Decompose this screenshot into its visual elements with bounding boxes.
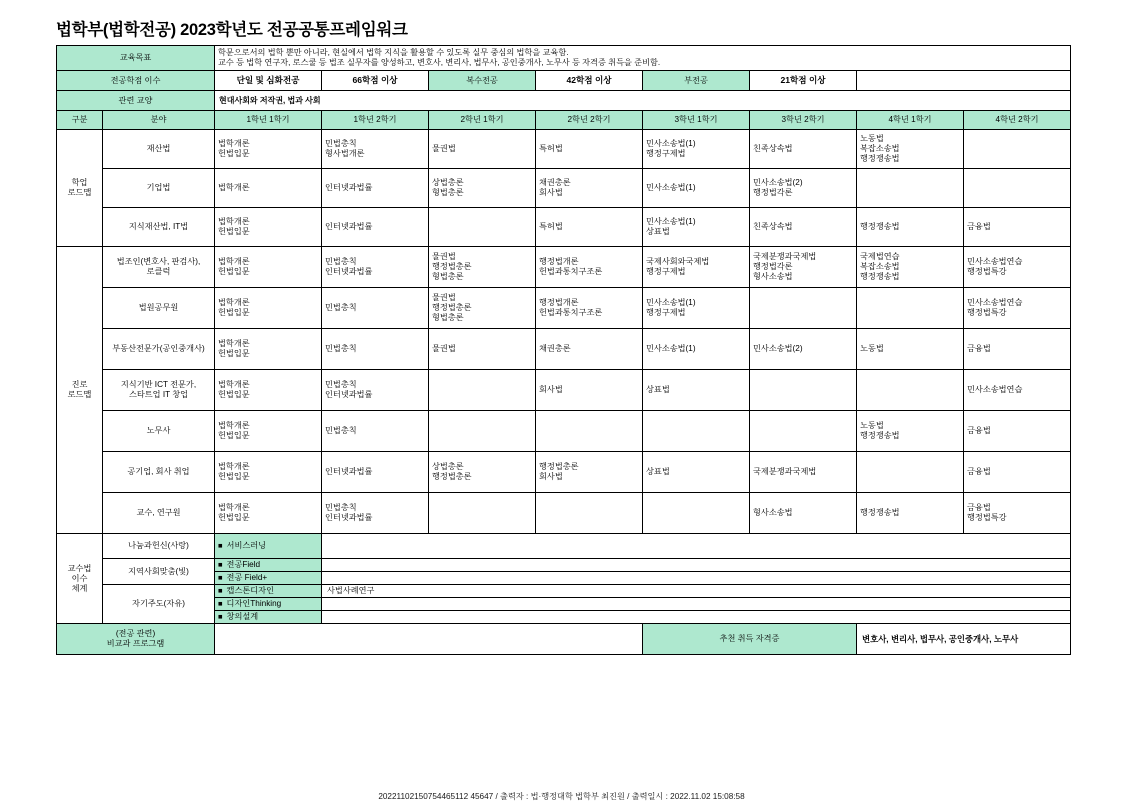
course-cell: 법학개론 헌법입문 bbox=[215, 208, 322, 247]
course-cell: 행정법개론 헌법과통치구조론 bbox=[536, 247, 643, 288]
teaching-item-label: ■ 캡스톤디자인 bbox=[215, 585, 322, 598]
course-cell: 상표법 bbox=[643, 452, 750, 493]
course-cell: 물권법 행정법총론 형법총론 bbox=[429, 247, 536, 288]
page-title: 법학부(법학전공) 2023학년도 전공공통프레임워크 bbox=[56, 21, 408, 39]
course-cell: 물권법 행정법총론 형법총론 bbox=[429, 288, 536, 329]
table-row-career-4 bbox=[57, 370, 1071, 411]
course-cell: 노동법 행정쟁송법 bbox=[857, 411, 964, 452]
field-name: 지식재산법, IT법 bbox=[103, 208, 215, 247]
col-term-3: 2학년 1학기 bbox=[429, 111, 536, 130]
teaching-category-name: 자기주도(자유) bbox=[103, 585, 215, 624]
course-cell bbox=[429, 411, 536, 452]
credit-single-label: 단일 및 심화전공 bbox=[215, 71, 322, 91]
teaching-item-value bbox=[322, 559, 1071, 572]
section-label-career bbox=[57, 247, 103, 534]
course-cell: 행정법총론 회사법 bbox=[536, 452, 643, 493]
edu-goal-line-1: 학문으로서의 법학 뿐만 아니라, 현실에서 법학 지식을 활용할 수 있도록 실무 중심의 법학을 교육함. bbox=[218, 48, 569, 57]
table-row-career-1 bbox=[57, 247, 1071, 288]
course-cell: 행정법개론 헌법과통치구조론 bbox=[536, 288, 643, 329]
course-cell: 민사소송법(1) 행정구제법 bbox=[643, 288, 750, 329]
col-term-6: 3학년 2학기 bbox=[750, 111, 857, 130]
course-cell: 인터넷과법률 bbox=[322, 169, 429, 208]
course-cell: 상법총론 형법총론 bbox=[429, 169, 536, 208]
course-cell bbox=[536, 411, 643, 452]
course-cell bbox=[429, 208, 536, 247]
course-cell: 노동법 bbox=[857, 329, 964, 370]
teaching-item-label: ■ 창의설계 bbox=[215, 611, 322, 624]
section-label-teaching bbox=[57, 534, 103, 624]
teaching-item-value bbox=[322, 534, 1071, 559]
section-label-teaching-line3: 체계 bbox=[71, 583, 88, 593]
course-cell: 민사소송법연습 bbox=[964, 370, 1071, 411]
course-cell: 회사법 bbox=[536, 370, 643, 411]
extracurricular-label bbox=[57, 624, 215, 655]
col-gubun: 구분 bbox=[57, 111, 103, 130]
table-row-career-2 bbox=[57, 288, 1071, 329]
license-label: 추천 취득 자격증 bbox=[643, 624, 857, 655]
course-cell: 법학개론 헌법입문 bbox=[215, 452, 322, 493]
teaching-item-value bbox=[322, 572, 1071, 585]
course-cell: 행정쟁송법 bbox=[857, 208, 964, 247]
credit-single-value: 66학점 이상 bbox=[322, 71, 429, 91]
col-term-2: 1학년 2학기 bbox=[322, 111, 429, 130]
course-cell: 민사소송법(1) 상표법 bbox=[643, 208, 750, 247]
field-name: 지식기반 ICT 전문가, 스타트업 IT 창업 bbox=[103, 370, 215, 411]
license-value: 변호사, 변리사, 법무사, 공인중개사, 노무사 bbox=[857, 624, 1071, 655]
liberal-label: 관련 교양 bbox=[57, 91, 215, 111]
teaching-item-value bbox=[322, 611, 1071, 624]
field-name: 교수, 연구원 bbox=[103, 493, 215, 534]
credit-double-value: 42학점 이상 bbox=[536, 71, 643, 91]
course-cell: 법학개론 헌법입문 bbox=[215, 130, 322, 169]
course-cell: 금융법 행정법특강 bbox=[964, 493, 1071, 534]
course-cell: 법학개론 헌법입문 bbox=[215, 493, 322, 534]
course-cell: 민사소송법연습 행정법특강 bbox=[964, 288, 1071, 329]
course-cell: 친족상속법 bbox=[750, 208, 857, 247]
course-cell: 민법총칙 인터넷과법률 bbox=[322, 370, 429, 411]
course-cell: 민사소송법(2) bbox=[750, 329, 857, 370]
course-cell: 채권총론 bbox=[536, 329, 643, 370]
course-cell: 법학개론 bbox=[215, 169, 322, 208]
edu-goal-line-2: 교수 등 법학 연구자, 로스쿨 등 법조 실무자를 양성하고, 변호사, 변리사, 법무사, 공인중개사, 노무사 등 자격증 취득을 준비함. bbox=[218, 58, 661, 67]
table-row-credits bbox=[57, 71, 1071, 91]
table-row-teaching-2 bbox=[57, 559, 1071, 572]
course-cell: 국제법연습 복잡소송법 행정쟁송법 bbox=[857, 247, 964, 288]
table-row-teaching-1 bbox=[57, 534, 1071, 559]
field-name: 노무사 bbox=[103, 411, 215, 452]
table-row-career-6 bbox=[57, 452, 1071, 493]
course-cell: 민법총칙 bbox=[322, 329, 429, 370]
course-cell bbox=[964, 169, 1071, 208]
field-name: 법원공무원 bbox=[103, 288, 215, 329]
course-cell: 채권총론 회사법 bbox=[536, 169, 643, 208]
section-label-teaching-line1: 교수법 bbox=[67, 563, 92, 573]
course-cell: 국제분쟁과국제법 행정법각론 형사소송법 bbox=[750, 247, 857, 288]
table-row-teaching-4 bbox=[57, 585, 1071, 598]
course-cell: 물권법 bbox=[429, 130, 536, 169]
table-header-row bbox=[57, 111, 1071, 130]
col-term-4: 2학년 2학기 bbox=[536, 111, 643, 130]
course-cell: 법학개론 헌법입문 bbox=[215, 247, 322, 288]
table-row-bottom bbox=[57, 624, 1071, 655]
framework-table bbox=[56, 45, 1071, 655]
col-term-5: 3학년 1학기 bbox=[643, 111, 750, 130]
course-cell: 친족상속법 bbox=[750, 130, 857, 169]
col-term-7: 4학년 1학기 bbox=[857, 111, 964, 130]
teaching-item-value: 사법사례연구 bbox=[322, 585, 1071, 598]
teaching-item-label: ■ 디자인Thinking bbox=[215, 598, 322, 611]
course-cell: 금융법 bbox=[964, 208, 1071, 247]
course-cell bbox=[857, 288, 964, 329]
teaching-item-label: ■ 전공 Field+ bbox=[215, 572, 322, 585]
teaching-item-label: ■ 전공Field bbox=[215, 559, 322, 572]
course-cell bbox=[857, 169, 964, 208]
course-cell: 상표법 bbox=[643, 370, 750, 411]
course-cell: 민법총칙 형사법개론 bbox=[322, 130, 429, 169]
course-cell: 민사소송법(1) 행정구제법 bbox=[643, 130, 750, 169]
course-cell: 민사소송법(2) 행정법각론 bbox=[750, 169, 857, 208]
course-cell bbox=[429, 370, 536, 411]
extracurricular-label-line2: 비교과 프로그램 bbox=[106, 639, 165, 648]
footer-text: 20221102150754465112 45647 / 출력자 : 법·행정대학 법학부 최진원 / 출력일시 : 2022.11.02 15:08:58 bbox=[378, 792, 745, 801]
course-cell bbox=[643, 493, 750, 534]
teaching-category-name: 나눔과헌신(사랑) bbox=[103, 534, 215, 559]
table-row-liberal bbox=[57, 91, 1071, 111]
section-label-career-line1: 진로 bbox=[71, 380, 88, 389]
teaching-item-value bbox=[322, 598, 1071, 611]
course-cell: 노동법 복잡소송법 행정쟁송법 bbox=[857, 130, 964, 169]
section-label-teaching-line2: 이수 bbox=[71, 573, 88, 583]
table-row-academic-3 bbox=[57, 208, 1071, 247]
course-cell: 민사소송법(1) bbox=[643, 329, 750, 370]
table-row-career-3 bbox=[57, 329, 1071, 370]
table-row-edu-goal bbox=[57, 46, 1071, 71]
field-name: 법조인(변호사, 판검사), 로클럭 bbox=[103, 247, 215, 288]
section-label-academic-line1: 학업 bbox=[71, 178, 88, 187]
extracurricular-label-line1: (전공 관련) bbox=[115, 629, 156, 638]
field-name: 공기업, 회사 취업 bbox=[103, 452, 215, 493]
course-cell: 국제분쟁과국제법 bbox=[750, 452, 857, 493]
credit-blank bbox=[857, 71, 1071, 91]
course-cell bbox=[750, 288, 857, 329]
teaching-item-label: ■ 서비스러닝 bbox=[215, 534, 322, 559]
section-label-academic bbox=[57, 130, 103, 247]
course-cell bbox=[750, 370, 857, 411]
course-cell: 금융법 bbox=[964, 452, 1071, 493]
col-term-8: 4학년 2학기 bbox=[964, 111, 1071, 130]
course-cell: 민법총칙 인터넷과법률 bbox=[322, 247, 429, 288]
credit-minor-label: 부전공 bbox=[643, 71, 750, 91]
course-cell bbox=[643, 411, 750, 452]
course-cell: 금융법 bbox=[964, 411, 1071, 452]
credit-double-label: 복수전공 bbox=[429, 71, 536, 91]
course-cell: 법학개론 헌법입문 bbox=[215, 370, 322, 411]
table-row-career-5 bbox=[57, 411, 1071, 452]
extracurricular-value bbox=[215, 624, 643, 655]
course-cell: 국제사회와국제법 행정구제법 bbox=[643, 247, 750, 288]
course-cell bbox=[964, 130, 1071, 169]
course-cell: 인터넷과법률 bbox=[322, 208, 429, 247]
edu-goal-label: 교육목표 bbox=[57, 46, 215, 71]
course-cell: 민법총칙 bbox=[322, 288, 429, 329]
section-label-career-line2: 로드맵 bbox=[67, 390, 92, 399]
credit-minor-value: 21학점 이상 bbox=[750, 71, 857, 91]
course-cell bbox=[857, 370, 964, 411]
course-cell: 상법총론 행정법총론 bbox=[429, 452, 536, 493]
course-cell bbox=[750, 411, 857, 452]
course-cell: 행정쟁송법 bbox=[857, 493, 964, 534]
course-cell: 물권법 bbox=[429, 329, 536, 370]
course-cell: 금융법 bbox=[964, 329, 1071, 370]
course-cell bbox=[429, 493, 536, 534]
table-row-academic-2 bbox=[57, 169, 1071, 208]
credit-label: 전공학점 이수 bbox=[57, 71, 215, 91]
table-row-career-7 bbox=[57, 493, 1071, 534]
course-cell bbox=[536, 493, 643, 534]
course-cell: 민법총칙 인터넷과법률 bbox=[322, 493, 429, 534]
course-cell: 법학개론 헌법입문 bbox=[215, 329, 322, 370]
course-cell: 민사소송법(1) bbox=[643, 169, 750, 208]
course-cell: 특허법 bbox=[536, 130, 643, 169]
field-name: 부동산전문가(공인중개사) bbox=[103, 329, 215, 370]
field-name: 재산법 bbox=[103, 130, 215, 169]
course-cell: 민사소송법연습 행정법특강 bbox=[964, 247, 1071, 288]
course-cell bbox=[857, 452, 964, 493]
table-row-academic-1 bbox=[57, 130, 1071, 169]
edu-goal-text bbox=[215, 46, 1071, 71]
liberal-value: 현대사회와 저작권, 법과 사회 bbox=[215, 91, 1071, 111]
col-field: 분야 bbox=[103, 111, 215, 130]
teaching-category-name: 지역사회맞춤(빛) bbox=[103, 559, 215, 585]
section-label-academic-line2: 로드맵 bbox=[67, 188, 92, 197]
course-cell: 특허법 bbox=[536, 208, 643, 247]
col-term-1: 1학년 1학기 bbox=[215, 111, 322, 130]
course-cell: 법학개론 헌법입문 bbox=[215, 288, 322, 329]
course-cell: 민법총칙 bbox=[322, 411, 429, 452]
course-cell: 법학개론 헌법입문 bbox=[215, 411, 322, 452]
course-cell: 형사소송법 bbox=[750, 493, 857, 534]
field-name: 기업법 bbox=[103, 169, 215, 208]
course-cell: 인터넷과법률 bbox=[322, 452, 429, 493]
